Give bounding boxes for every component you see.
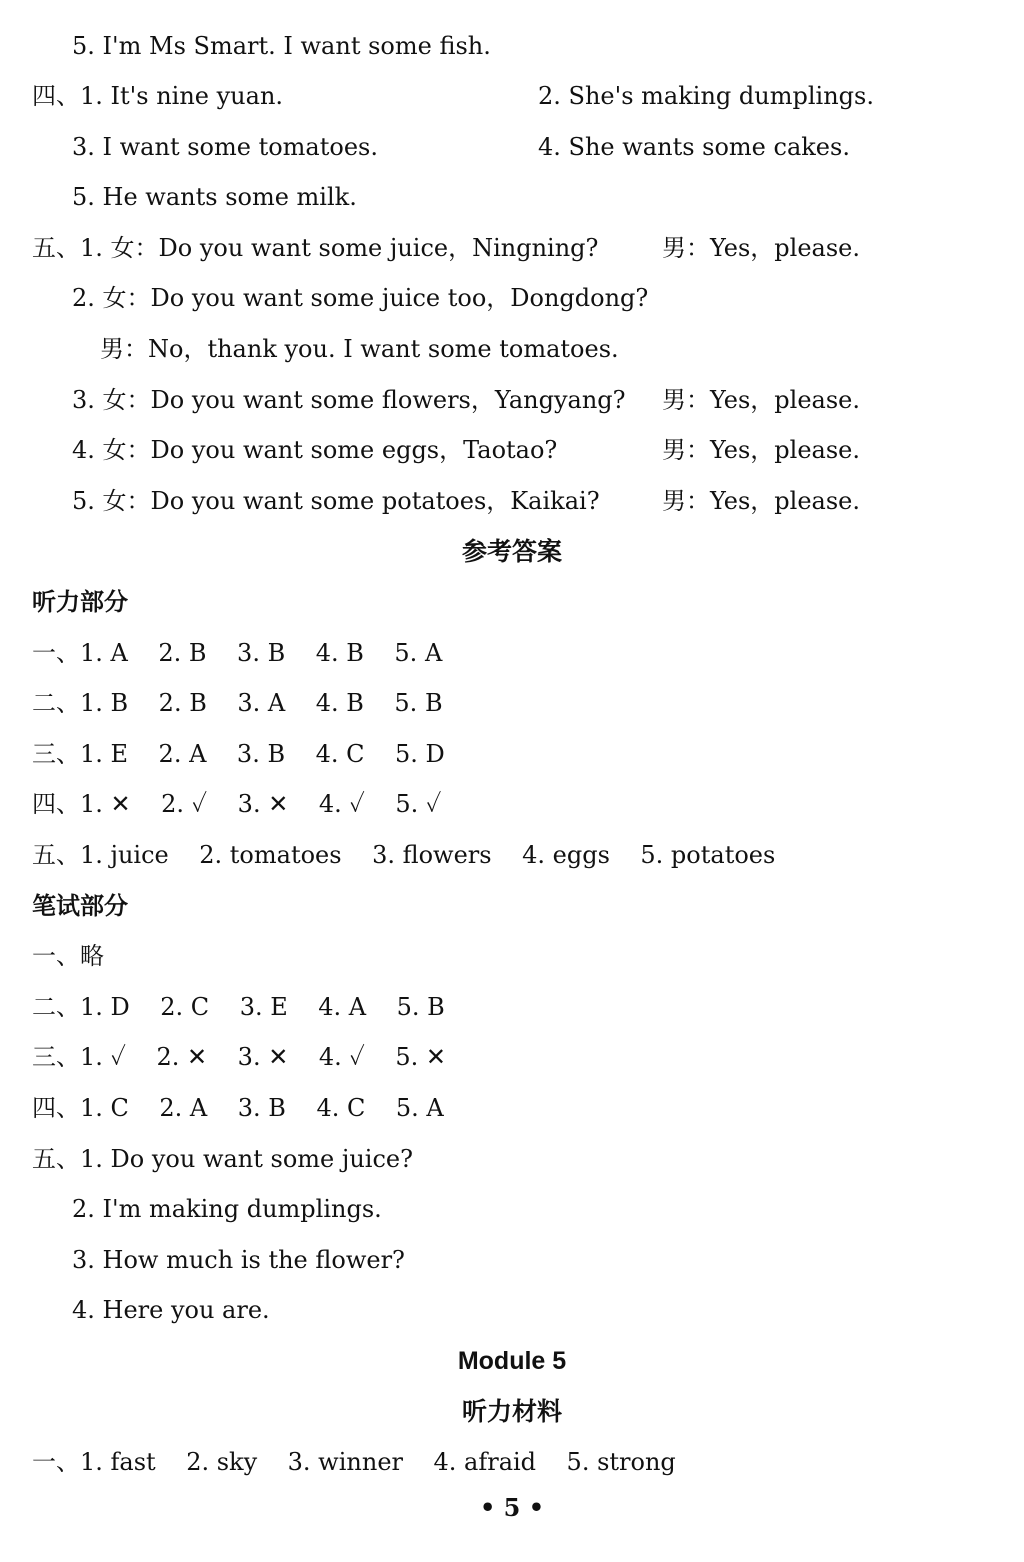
- answer-row: [0, 1290, 1024, 1330]
- transcript-line: [0, 26, 1024, 66]
- module-text: 一、1. fast 2. sky 3. winner 4. afraid 5. strong: [32, 1448, 676, 1476]
- module-line: [0, 1442, 1024, 1482]
- dialogue-question: 4. 女：Do you want some eggs，Taotao?: [72, 436, 558, 464]
- module-subtitle: 听力材料: [461, 1397, 562, 1426]
- transcript-line: [0, 380, 1024, 420]
- answer-text: 五、1. juice 2. tomatoes 3. flowers 4. eggs 5. potatoes: [32, 841, 776, 869]
- transcript-line: [0, 430, 1024, 470]
- answer-text: 四、1. ✕ 2. ✓ 3. ✕ 4. ✓ 5. ✓: [32, 790, 442, 818]
- dialogue-answer: 男：Yes，please.: [662, 487, 860, 515]
- transcript-text: 四、1. It's nine yuan.: [32, 82, 284, 110]
- dialogue-question: 五、1. 女：Do you want some juice，Ningning?: [32, 234, 599, 262]
- module-title: Module 5: [457, 1347, 567, 1375]
- dialogue-answer: 男：No，thank you. I want some tomatoes.: [100, 335, 619, 363]
- dialogue-answer: 男：Yes，please.: [662, 234, 860, 262]
- listening-section-heading: 听力部分: [32, 587, 128, 616]
- answer-text: 五、1. Do you want some juice?: [32, 1145, 413, 1173]
- answer-row: [0, 987, 1024, 1027]
- transcript-line: [0, 127, 1024, 167]
- answer-text: 一、略: [32, 942, 104, 970]
- answer-row: [0, 633, 1024, 673]
- answer-row: [0, 1088, 1024, 1128]
- transcript-text: 3. I want some tomatoes.: [72, 133, 378, 161]
- answer-text: 二、1. B 2. B 3. A 4. B 5. B: [32, 689, 443, 717]
- dialogue-question: 5. 女：Do you want some potatoes，Kaikai?: [72, 487, 600, 515]
- answer-row: [0, 1139, 1024, 1179]
- dialogue-question: 3. 女：Do you want some flowers，Yangyang?: [72, 386, 626, 414]
- transcript-line: [0, 76, 1024, 116]
- answer-row: [0, 683, 1024, 723]
- dialogue-question: 2. 女：Do you want some juice too，Dongdong?: [72, 284, 649, 312]
- answer-row: [0, 1037, 1024, 1077]
- answer-text: 三、1. E 2. A 3. B 4. C 5. D: [32, 740, 445, 768]
- answer-row: [0, 1189, 1024, 1229]
- answer-text: 一、1. A 2. B 3. B 4. B 5. A: [32, 639, 443, 667]
- answer-text: 三、1. ✓ 2. ✕ 3. ✕ 4. ✓ 5. ✕: [32, 1043, 446, 1071]
- answer-row: [0, 835, 1024, 875]
- answer-text: 3. How much is the flower?: [72, 1246, 405, 1274]
- dialogue-answer: 男：Yes，please.: [662, 386, 860, 414]
- dialogue-answer: 男：Yes，please.: [662, 436, 860, 464]
- transcript-line: [0, 481, 1024, 521]
- answer-text: 二、1. D 2. C 3. E 4. A 5. B: [32, 993, 445, 1021]
- answer-key-title: 参考答案: [461, 537, 562, 566]
- answer-row: [0, 734, 1024, 774]
- answer-text: 四、1. C 2. A 3. B 4. C 5. A: [32, 1094, 444, 1122]
- transcript-text: 2. She's making dumplings.: [538, 82, 874, 110]
- answer-text: 2. I'm making dumplings.: [72, 1195, 382, 1223]
- transcript-line: [0, 278, 1024, 318]
- answer-text: 4. Here you are.: [72, 1296, 270, 1324]
- transcript-text: 4. She wants some cakes.: [538, 133, 850, 161]
- transcript-line: [0, 329, 1024, 369]
- answer-row: [0, 784, 1024, 824]
- answer-row: [0, 936, 1024, 976]
- writing-section-heading: 笔试部分: [32, 891, 128, 920]
- page-number: • 5 •: [479, 1493, 545, 1522]
- answer-row: [0, 1240, 1024, 1280]
- transcript-line: [0, 228, 1024, 268]
- transcript-line: [0, 177, 1024, 217]
- transcript-text: 5. I'm Ms Smart. I want some fish.: [72, 32, 491, 60]
- transcript-text: 5. He wants some milk.: [72, 183, 357, 211]
